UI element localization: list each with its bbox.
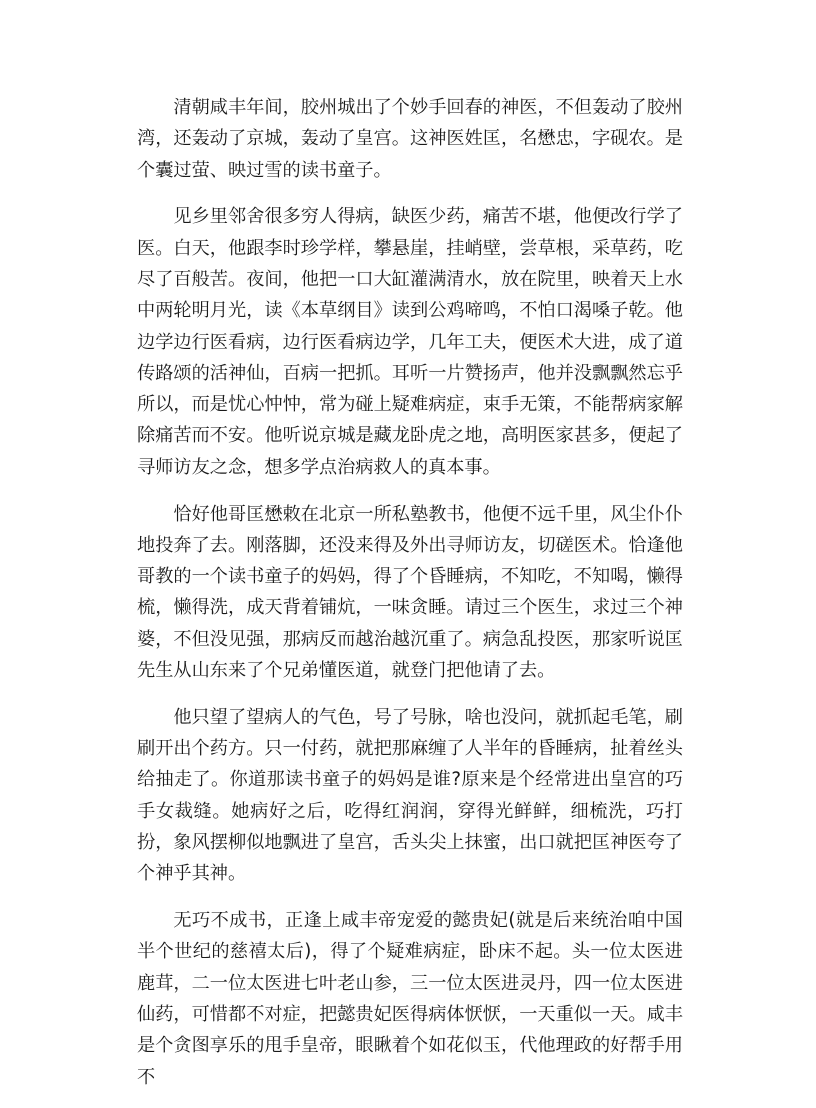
paragraph-1: 清朝咸丰年间，胶州城出了个妙手回春的神医，不但轰动了胶州湾，还轰动了京城，轰动了皇宫。这神医姓匡，名懋忠，字砚农。是个囊过萤、映过雪的读书童子。 [137, 97, 683, 181]
paragraph-5: 无巧不成书，正逢上咸丰帝宠爱的懿贵妃(就是后来统治咱中国半个世纪的慈禧太后)，得了个疑难病症，卧床不起。头一位太医进鹿茸，二一位太医进七叶老山参，三一位太医进灵丹，四一位太医进仙药，可惜都不对症，把懿贵妃医得病体恹恹，一天重似一天。咸丰是个贪图享乐的甩手皇帝，眼瞅着个如花似玉，代他理政的好帮手用不 [137, 910, 683, 1088]
paragraph-4: 他只望了望病人的气色，号了号脉，啥也没问，就抓起毛笔，刷刷开出个药方。只一付药，就把那麻缠了人半年的昏睡病，扯着丝头给抽走了。你道那读书童子的妈妈是谁?原来是个经常进出皇宫的巧手女裁缝。她病好之后，吃得红润润，穿得光鲜鲜，细梳洗，巧打扮，象风摆柳似地飘进了皇宫，舌头尖上抹蜜，出口就把匡神医夸了个神乎其神。 [137, 706, 683, 885]
paragraph-3: 恰好他哥匡懋敕在北京一所私塾教书，他便不远千里，风尘仆仆地投奔了去。刚落脚，还没来得及外出寻师访友，切磋医术。恰逢他哥教的一个读书童子的妈妈，得了个昏睡病，不知吃，不知喝，懒得梳，懒得洗，成天背着铺炕，一味贪睡。请过三个医生，求过三个神婆，不但没见强，那病反而越治越沉重了。病急乱投医，那家听说匡先生从山东来了个兄弟懂医道，就登门把他请了去。 [137, 503, 683, 682]
paragraph-2: 见乡里邻舍很多穷人得病，缺医少药，痛苦不堪，他便改行学了医。白天，他跟李时珍学样，攀悬崖，挂峭壁，尝草根，采草药，吃尽了百般苦。夜间，他把一口大缸灌满清水，放在院里，映着天上水中两轮明月光，读《本草纲目》读到公鸡啼鸣，不怕口渴嗓子乾。他边学边行医看病，边行医看病边学，几年工夫，便医术大进，成了道传路颂的活神仙，百病一把抓。耳听一片赞扬声，他并没飘飘然忘乎所以，而是忧心忡忡，常为碰上疑难病症，束手无策，不能帮病家解除痛苦而不安。他听说京城是藏龙卧虎之地，高明医家甚多，便起了寻师访友之念，想多学点治病救人的真本事。 [137, 206, 683, 478]
article-body [137, 92, 683, 1108]
